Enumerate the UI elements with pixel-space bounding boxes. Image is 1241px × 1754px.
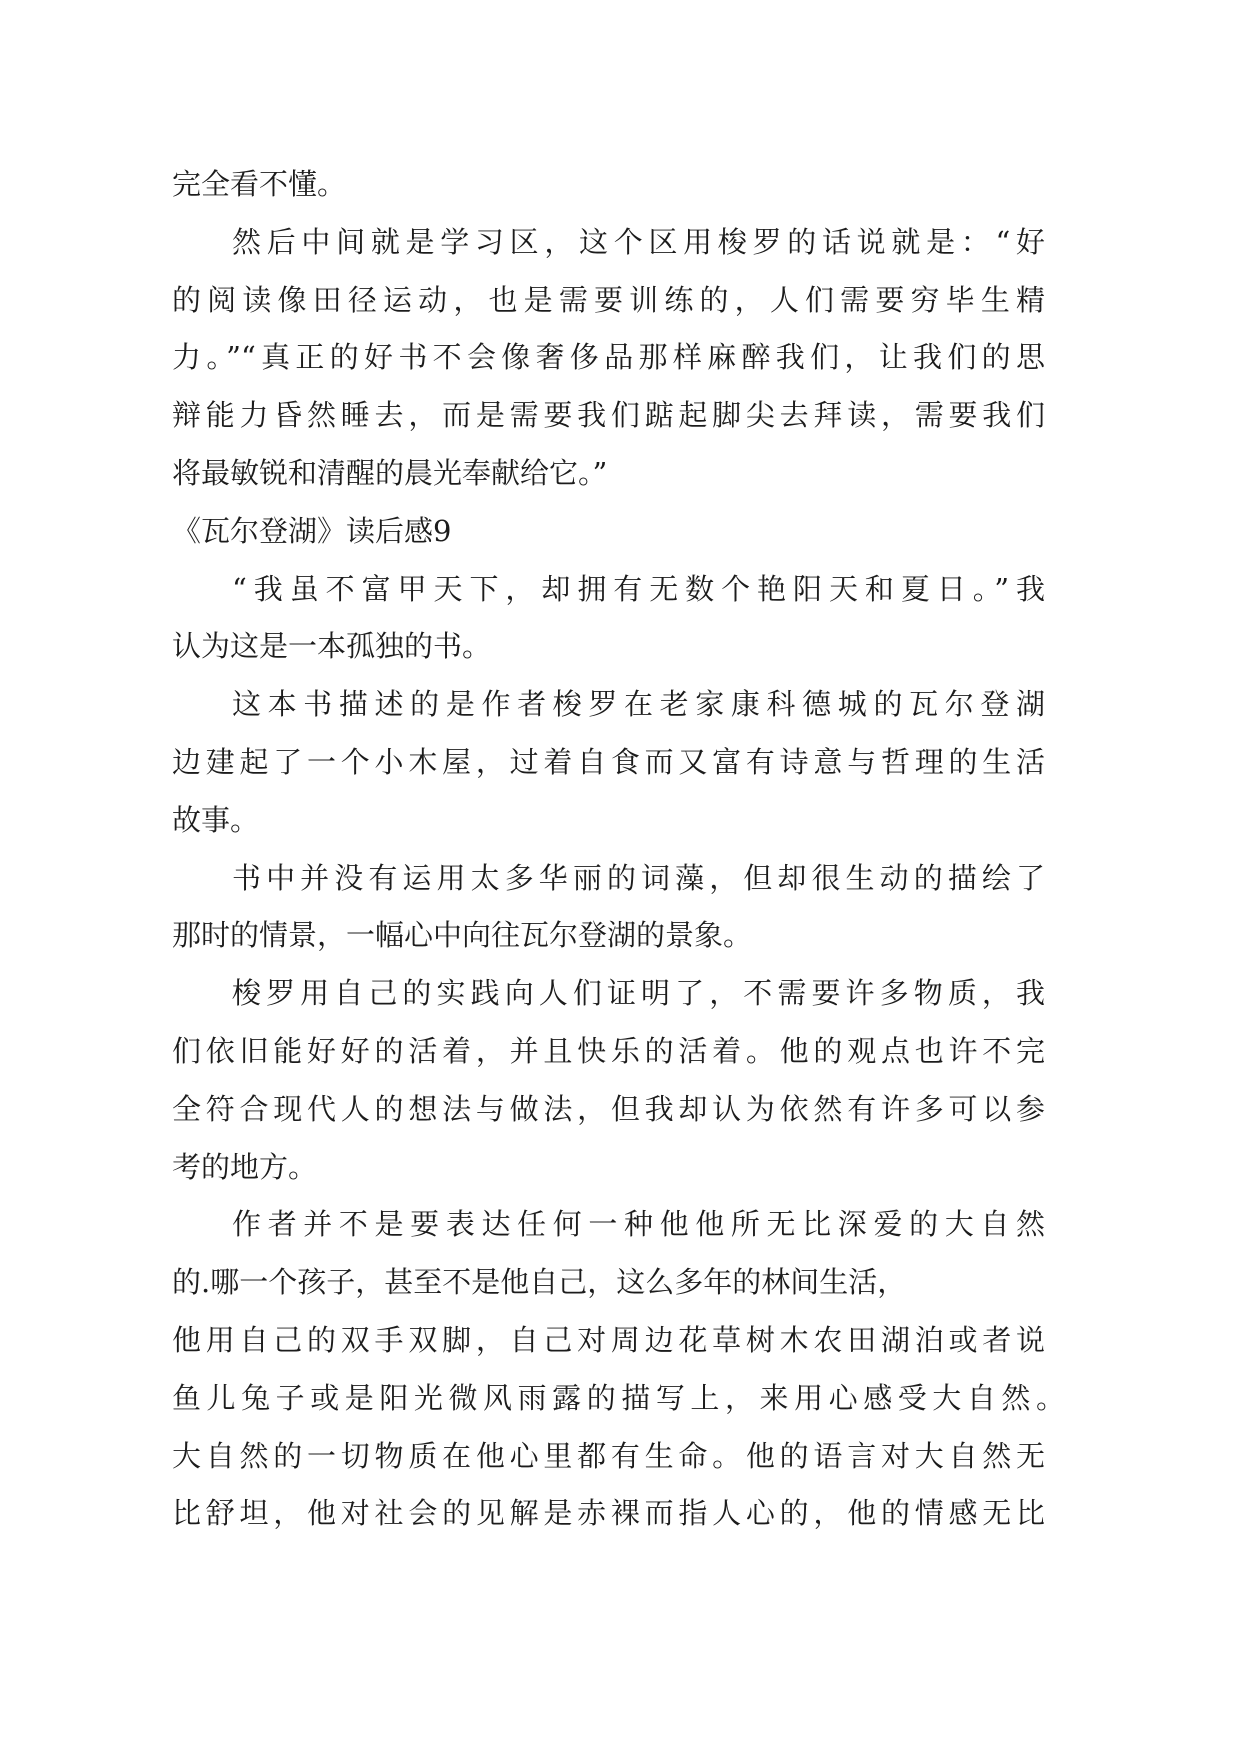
- paragraph: [172, 214, 1045, 503]
- text-line: 这本书描述的是作者梭罗在老家康科德城的瓦尔登湖: [232, 687, 1045, 722]
- text-line: 梭罗用自己的实践向人们证明了，不需要许多物质，我: [232, 976, 1045, 1011]
- text-line: 书中并没有运用太多华丽的词藻，但却很生动的描绘了: [232, 860, 1045, 895]
- text-line: 全符合现代人的想法与做法，但我却认为依然有许多可以参: [172, 1091, 1045, 1126]
- text-line: 然后中间就是学习区，这个区用梭罗的话说就是：“好: [232, 224, 1045, 259]
- text-line: 辩能力昏然睡去，而是需要我们踮起脚尖去拜读，需要我们: [172, 398, 1045, 433]
- text-line: 他用自己的双手双脚，自己对周边花草树木农田湖泊或者说: [172, 1322, 1045, 1357]
- text-line: 考的地方。: [172, 1149, 318, 1184]
- text-line: 大自然的一切物质在他心里都有生命。他的语言对大自然无: [172, 1438, 1045, 1473]
- paragraph: [172, 156, 1045, 214]
- text-line: 的.哪一个孩子，甚至不是他自己，这么多年的林间生活，: [172, 1265, 907, 1300]
- document-body: [172, 156, 1065, 1543]
- text-line: 鱼儿兔子或是阳光微风雨露的描写上，来用心感受大自然。: [172, 1380, 1065, 1415]
- text-line: 边建起了一个小木屋，过着自食而又富有诗意与哲理的生活: [172, 744, 1045, 779]
- text-line: 那时的情景，一幅心中向往瓦尔登湖的景象。: [172, 918, 753, 953]
- paragraph: [172, 561, 1045, 677]
- paragraph: [172, 965, 1045, 1196]
- text-line: 将最敏锐和清醒的晨光奉献给它。”: [172, 455, 608, 490]
- text-line: 作者并不是要表达任何一种他他所无比深爱的大自然: [232, 1207, 1045, 1242]
- text-line: “我虽不富甲天下，却拥有无数个艳阳天和夏日。”我: [232, 571, 1045, 606]
- paragraph: [172, 1196, 1065, 1543]
- text-line: 比舒坦，他对社会的见解是赤裸而指人心的，他的情感无比: [172, 1496, 1045, 1531]
- paragraph: [172, 676, 1045, 849]
- text-line: 完全看不懂。: [172, 167, 347, 201]
- text-line: 力。”“真正的好书不会像奢侈品那样麻醉我们，让我们的思: [172, 340, 1045, 375]
- text-line: 认为这是一本孤独的书。: [172, 629, 492, 664]
- text-line: 们依旧能好好的活着，并且快乐的活着。他的观点也许不完: [172, 1033, 1045, 1068]
- text-line: 的阅读像田径运动，也是需要训练的，人们需要穷毕生精: [172, 282, 1045, 317]
- section-heading: 《瓦尔登湖》读后感9: [172, 513, 452, 548]
- paragraph: [172, 850, 1045, 966]
- text-line: 故事。: [172, 802, 260, 837]
